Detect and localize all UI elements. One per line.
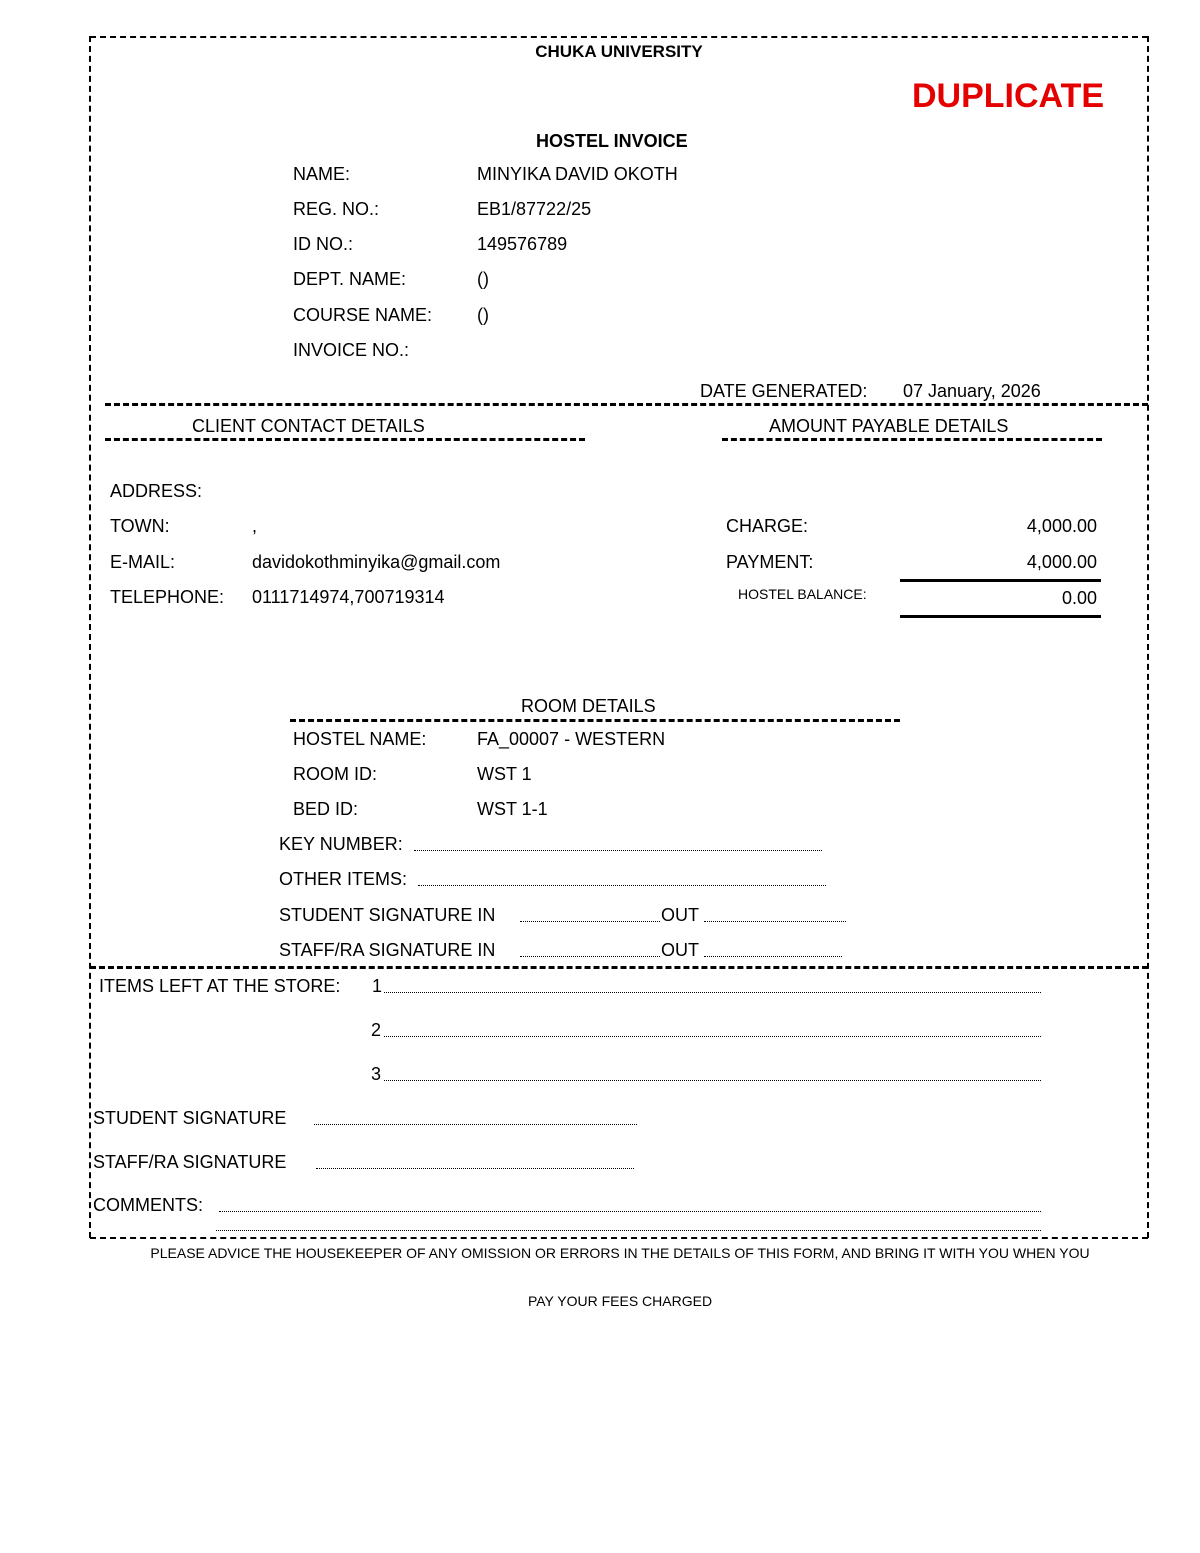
key-number-label: KEY NUMBER: bbox=[279, 834, 403, 854]
reg-no-value: EB1/87722/25 bbox=[477, 199, 592, 219]
balance-bottom-rule bbox=[900, 615, 1101, 618]
staff-signature-out-line bbox=[704, 956, 842, 957]
comments-line-2 bbox=[216, 1230, 1041, 1231]
telephone-label: TELEPHONE: bbox=[110, 587, 225, 607]
room-heading-underline bbox=[290, 719, 900, 722]
other-items-line bbox=[418, 885, 826, 886]
room-id-label: ROOM ID: bbox=[293, 764, 377, 784]
bed-id-value: WST 1-1 bbox=[477, 799, 548, 819]
name-value: MINYIKA DAVID OKOTH bbox=[477, 164, 678, 184]
town-label: TOWN: bbox=[110, 516, 170, 536]
date-generated-label: DATE GENERATED: bbox=[700, 381, 868, 401]
store-item-2-line bbox=[384, 1036, 1041, 1037]
store-student-signature-label: STUDENT SIGNATURE bbox=[93, 1108, 287, 1128]
store-item-3-line bbox=[384, 1080, 1041, 1081]
email-label: E-MAIL: bbox=[110, 552, 176, 572]
student-signature-in-line bbox=[520, 921, 660, 922]
items-left-label: ITEMS LEFT AT THE STORE: bbox=[99, 976, 341, 996]
hostel-balance-value: 0.00 bbox=[1061, 588, 1097, 608]
comments-label: COMMENTS: bbox=[93, 1195, 203, 1215]
student-signature-in-label: STUDENT SIGNATURE IN bbox=[279, 905, 496, 925]
staff-signature-in-line bbox=[520, 956, 660, 957]
name-label: NAME: bbox=[293, 164, 351, 184]
store-item-2-number: 2 bbox=[371, 1020, 382, 1040]
id-no-value: 149576789 bbox=[477, 234, 568, 254]
store-item-1-number: 1 bbox=[372, 976, 383, 996]
student-signature-out-line bbox=[704, 921, 846, 922]
id-no-label: ID NO.: bbox=[293, 234, 354, 254]
hostel-balance-label: HOSTEL BALANCE: bbox=[738, 586, 867, 602]
staff-signature-in-label: STAFF/RA SIGNATURE IN bbox=[279, 940, 496, 960]
address-label: ADDRESS: bbox=[110, 481, 203, 501]
store-item-1-line bbox=[384, 992, 1041, 993]
dept-name-label: DEPT. NAME: bbox=[293, 269, 407, 289]
telephone-value: 0111714974,700719314 bbox=[252, 587, 445, 607]
hostel-name-label: HOSTEL NAME: bbox=[293, 729, 427, 749]
dept-name-value: () bbox=[477, 269, 489, 289]
charge-label: CHARGE: bbox=[726, 516, 809, 536]
store-staff-signature-label: STAFF/RA SIGNATURE bbox=[93, 1152, 287, 1172]
university-name: CHUKA UNIVERSITY bbox=[535, 42, 703, 61]
course-name-label: COURSE NAME: bbox=[293, 305, 433, 325]
date-generated-value: 07 January, 2026 bbox=[903, 381, 1041, 401]
duplicate-stamp: DUPLICATE bbox=[912, 77, 1105, 115]
frame-left-border bbox=[89, 36, 91, 1238]
payment-label: PAYMENT: bbox=[726, 552, 814, 572]
store-section-divider bbox=[90, 966, 1148, 969]
reg-no-label: REG. NO.: bbox=[293, 199, 380, 219]
store-staff-signature-line bbox=[316, 1168, 634, 1169]
frame-top-border bbox=[90, 36, 1148, 38]
footer-notice: PLEASE ADVICE THE HOUSEKEEPER OF ANY OMISSION OR ERRORS IN THE DETAILS OF THIS FORM, AND BRING IT WITH YOU WHEN YOU bbox=[150, 1245, 1090, 1261]
footer-notice-2: PAY YOUR FEES CHARGED bbox=[527, 1293, 713, 1309]
other-items-label: OTHER ITEMS: bbox=[279, 869, 408, 889]
amount-heading-underline bbox=[722, 438, 1102, 441]
section-divider bbox=[105, 403, 1148, 406]
email-value: davidokothminyika@gmail.com bbox=[252, 552, 501, 572]
student-signature-out-label: OUT bbox=[661, 905, 699, 925]
frame-bottom-border bbox=[90, 1237, 1148, 1239]
hostel-name-value: FA_00007 - WESTERN bbox=[477, 729, 666, 749]
bed-id-label: BED ID: bbox=[293, 799, 359, 819]
frame-right-border bbox=[1147, 36, 1149, 1238]
key-number-line bbox=[414, 850, 822, 851]
client-heading-underline bbox=[105, 438, 585, 441]
payment-value: 4,000.00 bbox=[1026, 552, 1097, 572]
comments-line-1 bbox=[219, 1211, 1041, 1212]
store-student-signature-line bbox=[314, 1124, 637, 1125]
balance-top-rule bbox=[900, 579, 1101, 582]
invoice-no-label: INVOICE NO.: bbox=[293, 340, 410, 360]
amount-payable-heading: AMOUNT PAYABLE DETAILS bbox=[769, 416, 1009, 436]
room-id-value: WST 1 bbox=[477, 764, 532, 784]
charge-value: 4,000.00 bbox=[1026, 516, 1097, 536]
course-name-value: () bbox=[477, 305, 489, 325]
document-title: HOSTEL INVOICE bbox=[536, 131, 688, 151]
room-details-heading: ROOM DETAILS bbox=[521, 696, 656, 716]
store-item-3-number: 3 bbox=[371, 1064, 382, 1084]
client-contact-heading: CLIENT CONTACT DETAILS bbox=[192, 416, 425, 436]
town-value: , bbox=[252, 516, 258, 536]
staff-signature-out-label: OUT bbox=[661, 940, 699, 960]
